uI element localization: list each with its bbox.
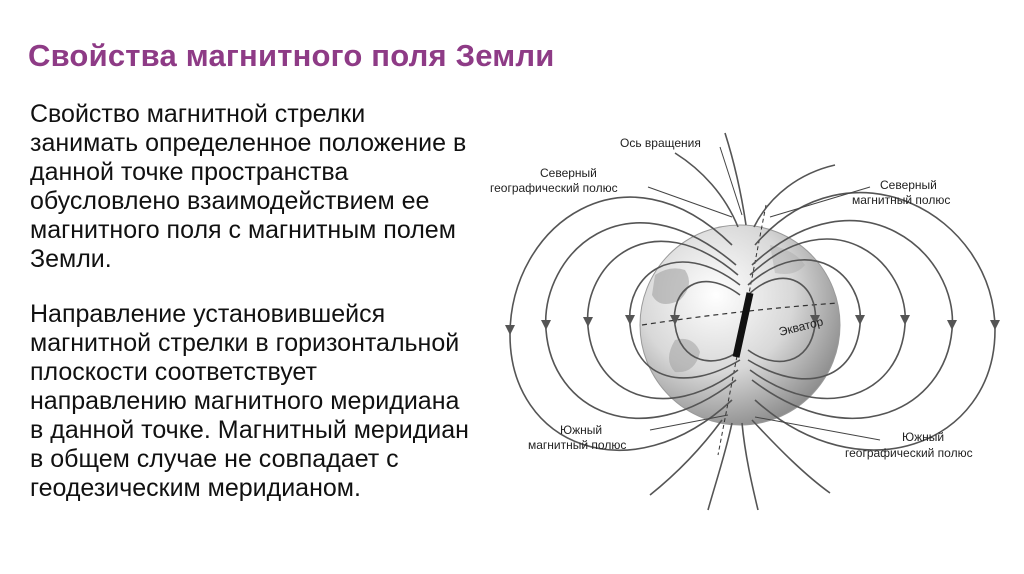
body-text: [30, 100, 470, 503]
field-arrow: [900, 315, 910, 325]
leader-line: [755, 417, 880, 440]
field-line: [754, 165, 835, 227]
label-north-magnetic-2: магнитный полюс: [852, 193, 951, 207]
field-line: [752, 420, 830, 493]
field-line: [742, 423, 758, 510]
field-arrow: [505, 325, 515, 335]
paragraph-2: Направление установившейся магнитной стрелки в горизонтальной плоскости соответствует направлению магнитного меридиана в данной точке. Магнитный меридиан в общем случае не совпадает с геодезическим меридианом.: [30, 300, 469, 502]
label-equator: Экватор: [777, 314, 825, 339]
diagram-svg: [470, 125, 1015, 515]
slide-title: Свойства магнитного поля Земли: [28, 38, 555, 73]
field-arrow: [583, 317, 593, 327]
field-arrow: [855, 315, 865, 325]
label-south-magnetic-1: Южный: [560, 423, 603, 437]
label-north-magnetic-1: Северный: [880, 178, 937, 192]
paragraph-1: Свойство магнитной стрелки занимать определенное положение в данной точке пространства обусловлено взаимодействием ее магнитного поля с магнитным полем Земли.: [30, 100, 467, 273]
field-arrow: [625, 315, 635, 325]
label-south-geographic-2: географический полюс: [845, 446, 973, 460]
field-line: [650, 420, 722, 495]
label-north-geographic-2: географический полюс: [490, 181, 618, 195]
label-rotation-axis: Ось вращения: [620, 136, 701, 150]
earth-magnetic-field-diagram: [470, 125, 1015, 515]
field-arrow: [947, 320, 957, 330]
leader-line: [720, 147, 742, 215]
field-line: [725, 133, 746, 225]
label-south-geographic-1: Южный: [902, 430, 945, 444]
field-arrow: [541, 320, 551, 330]
label-north-geographic-1: Северный: [540, 166, 597, 180]
field-arrow: [990, 320, 1000, 330]
label-south-magnetic-2: магнитный полюс: [528, 438, 627, 452]
field-line: [708, 423, 732, 510]
